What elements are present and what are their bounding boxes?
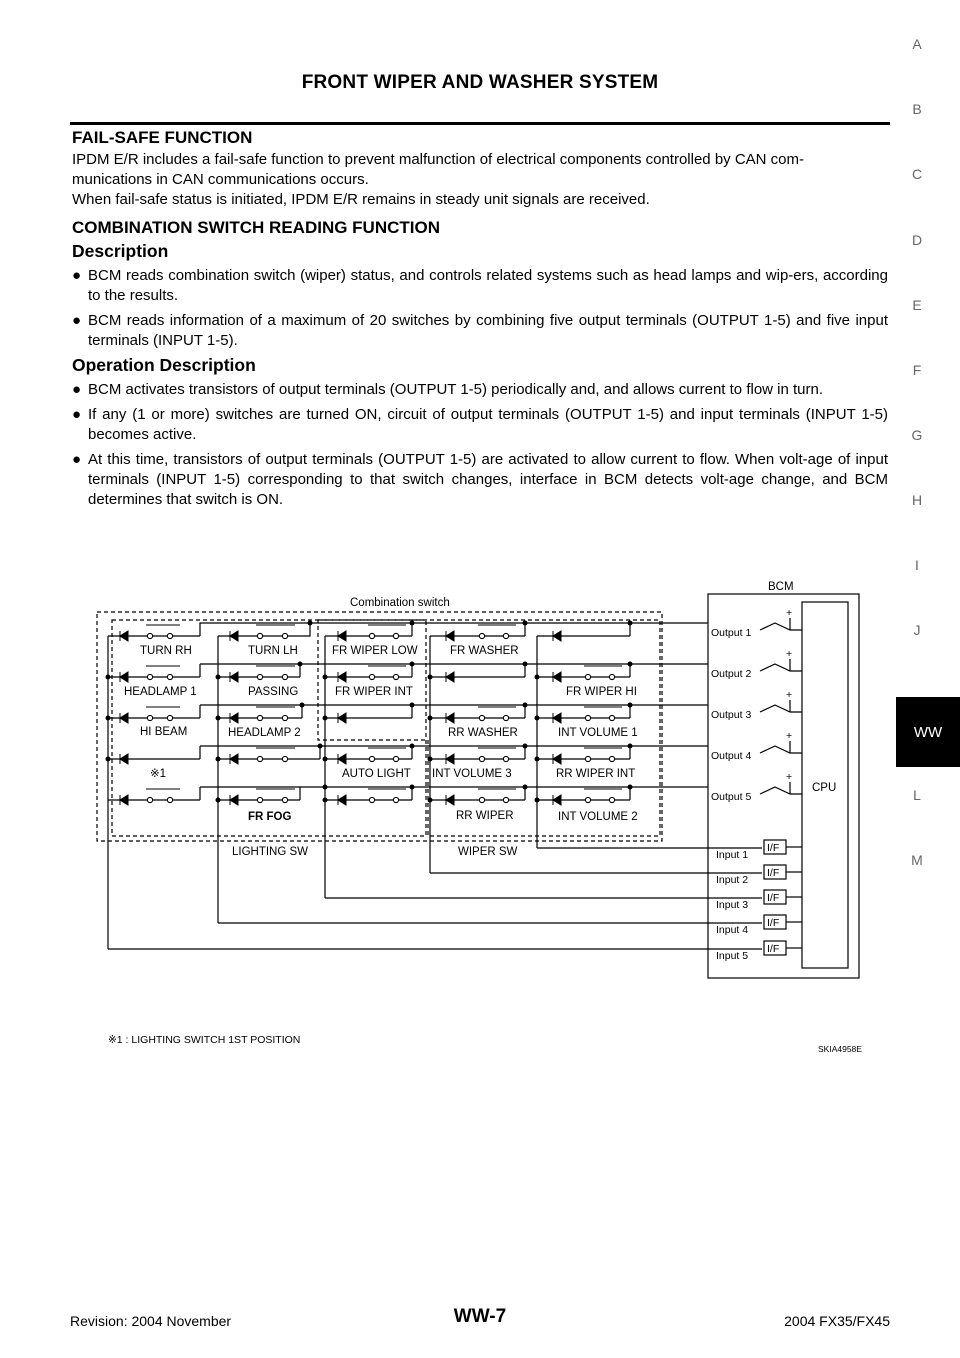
switch-contact	[479, 797, 484, 802]
switch-contact	[609, 756, 614, 761]
output-2-label: Output 2	[711, 668, 752, 680]
switch-contact	[257, 715, 262, 720]
sidebar-letter[interactable]: G	[911, 427, 923, 443]
diode-icon	[120, 672, 128, 682]
bullet-icon: ●	[72, 381, 82, 398]
switch-turn-rh: TURN RH	[140, 645, 192, 657]
diode-icon	[553, 754, 561, 764]
list-item: ● BCM activates transistors of output terminals (OUTPUT 1-5) periodically and, and allows current to flow in turn.	[72, 381, 824, 398]
diode-icon	[446, 672, 454, 682]
switch-headlamp-1: HEADLAMP 1	[124, 686, 197, 698]
switch-contact	[503, 633, 508, 638]
switch-contact	[585, 715, 590, 720]
switch-contact	[503, 756, 508, 761]
switch-contact	[609, 797, 614, 802]
bullet-icon: ●	[72, 451, 82, 468]
diode-icon	[230, 713, 238, 723]
switch-rr-wiper-int: RR WIPER INT	[556, 768, 636, 780]
plus-4: +	[786, 730, 793, 742]
list-item: ● BCM reads information of a maximum of 20 switches by combining five output terminals (OUTPUT 1-5) and five input terminals (INPUT 1-5).	[72, 312, 888, 349]
combo-heading: COMBINATION SWITCH READING FUNCTION	[72, 218, 440, 237]
diode-icon	[120, 713, 128, 723]
plus-1: +	[786, 607, 793, 619]
figure-code: SKIA4958E	[818, 1044, 862, 1054]
switch-contact	[393, 797, 398, 802]
diode-icon	[230, 631, 238, 641]
switch-fr-fog: FR FOG	[248, 811, 292, 823]
switch-contact	[147, 674, 152, 679]
if-label: I/F	[767, 917, 780, 929]
sidebar-letter[interactable]: M	[911, 852, 923, 868]
switch-headlamp-2: HEADLAMP 2	[228, 727, 301, 739]
switch-contact	[147, 797, 152, 802]
switch-contact	[609, 674, 614, 679]
tab-ww-active[interactable]: WW	[896, 697, 960, 767]
bullet-icon: ●	[72, 267, 82, 284]
bcm-box	[708, 594, 859, 978]
sidebar-letter[interactable]: F	[912, 362, 922, 378]
switch-contact	[257, 797, 262, 802]
switch-contact	[257, 633, 262, 638]
switch-auto-light: AUTO LIGHT	[342, 768, 411, 780]
switch-contact	[503, 797, 508, 802]
sidebar-letter[interactable]: A	[912, 36, 922, 52]
list-item: ● At this time, transistors of output terminals (OUTPUT 1-5) are activated to allow current to flow. When volt-age of input terminals (INPUT 1-5) corresponding to that switch changes, interface in BCM detects volt-age change, and BCM determines that switch is ON.	[72, 451, 888, 508]
diode-icon	[338, 795, 346, 805]
diode-icon	[446, 795, 454, 805]
input-3-label: Input 3	[716, 899, 749, 911]
switch-contact	[369, 797, 374, 802]
switch-contact	[147, 715, 152, 720]
switch-contact	[257, 756, 262, 761]
switch-contact	[393, 756, 398, 761]
switch-contact	[167, 674, 172, 679]
diode-icon	[230, 754, 238, 764]
plus-2: +	[786, 648, 793, 660]
diode-icon	[120, 754, 128, 764]
switch-contact	[585, 756, 590, 761]
output-1-label: Output 1	[711, 627, 752, 639]
sidebar-letter[interactable]: E	[912, 297, 922, 313]
if-label: I/F	[767, 943, 780, 955]
switch-contact	[479, 715, 484, 720]
switch-fr-wiper-int: FR WIPER INT	[335, 686, 413, 698]
switch-contact	[369, 756, 374, 761]
diode-icon	[338, 631, 346, 641]
note-1-label: ※1	[150, 768, 167, 780]
switch-contact	[257, 674, 262, 679]
bcm-label: BCM	[768, 581, 794, 593]
cpu-label: CPU	[812, 782, 837, 794]
sidebar-letter[interactable]: L	[913, 787, 921, 803]
failsafe-line-1: IPDM E/R includes a fail-safe function to prevent malfunction of electrical components controlled by CAN com-	[72, 151, 804, 168]
list-item: ● If any (1 or more) switches are turned ON, circuit of output terminals (OUTPUT 1-5) and input terminals (INPUT 1-5) becomes active.	[72, 406, 888, 443]
switch-fr-wiper-low: FR WIPER LOW	[332, 645, 418, 657]
footnote: ※1 : LIGHTING SWITCH 1ST POSITION	[108, 1034, 301, 1046]
section-sidebar	[900, 0, 960, 1358]
switch-int-volume-3: INT VOLUME 3	[432, 768, 512, 780]
if-label: I/F	[767, 867, 780, 879]
diode-icon	[338, 713, 346, 723]
switch-contact	[167, 633, 172, 638]
switch-int-volume-2: INT VOLUME 2	[558, 811, 638, 823]
switch-contact	[479, 756, 484, 761]
failsafe-line-2: munications in CAN communications occurs.	[72, 171, 369, 188]
footer-page-number: WW-7	[453, 1306, 507, 1327]
diode-icon	[446, 713, 454, 723]
plus-5: +	[786, 771, 793, 783]
diode-icon	[120, 795, 128, 805]
switch-contact	[369, 674, 374, 679]
description-heading: Description	[72, 241, 169, 261]
if-label: I/F	[767, 842, 780, 854]
diode-icon	[446, 754, 454, 764]
bullet-icon: ●	[72, 406, 82, 423]
lighting-sw-label: LIGHTING SW	[232, 846, 309, 858]
switch-contact	[282, 633, 287, 638]
sidebar-letter[interactable]: C	[911, 166, 923, 182]
diode-icon	[553, 672, 561, 682]
diode-icon	[446, 631, 454, 641]
diode-icon	[230, 672, 238, 682]
list-item: ● BCM reads combination switch (wiper) status, and controls related systems such as head lamps and wip-ers, according to the results.	[72, 267, 888, 304]
switch-fr-wiper-hi: FR WIPER HI	[566, 686, 637, 698]
footer-revision: Revision: 2004 November	[70, 1313, 232, 1329]
diode-icon	[553, 631, 561, 641]
failsafe-heading: FAIL-SAFE FUNCTION	[72, 128, 253, 147]
switch-contact	[609, 715, 614, 720]
switch-contact	[282, 756, 287, 761]
sidebar-letter[interactable]: J	[913, 622, 921, 638]
diode-icon	[338, 754, 346, 764]
switch-contact	[282, 715, 287, 720]
output-4-label: Output 4	[711, 750, 752, 762]
switch-contact	[479, 633, 484, 638]
input-2-label: Input 2	[716, 874, 749, 886]
sidebar-letter[interactable]: I	[915, 557, 919, 573]
switch-contact	[393, 674, 398, 679]
input-5-label: Input 5	[716, 950, 749, 962]
switch-contact	[585, 674, 590, 679]
switch-contact	[167, 715, 172, 720]
switch-fr-washer: FR WASHER	[450, 645, 519, 657]
switch-int-volume-1: INT VOLUME 1	[558, 727, 638, 739]
operation-heading: Operation Description	[72, 355, 256, 375]
combination-switch-label: Combination switch	[350, 597, 450, 609]
input-4-label: Input 4	[716, 924, 749, 936]
diode-icon	[553, 713, 561, 723]
switch-contact	[393, 633, 398, 638]
switch-contact	[503, 715, 508, 720]
switch-hi-beam: HI BEAM	[140, 726, 188, 738]
switch-contact	[167, 797, 172, 802]
sidebar-letter[interactable]: B	[912, 101, 922, 117]
switch-contact	[147, 633, 152, 638]
page-title: FRONT WIPER AND WASHER SYSTEM	[301, 72, 659, 93]
sidebar-letter[interactable]: H	[911, 492, 923, 508]
footer-model: 2004 FX35/FX45	[784, 1313, 890, 1329]
diode-icon	[120, 631, 128, 641]
input-1-label: Input 1	[716, 849, 749, 861]
switch-rr-wiper: RR WIPER	[456, 810, 514, 822]
switch-contact	[282, 797, 287, 802]
failsafe-line-3: When fail-safe status is initiated, IPDM E/R remains in steady unit signals are received.	[72, 191, 650, 208]
sidebar-letter[interactable]: D	[911, 232, 923, 248]
output-3-label: Output 3	[711, 709, 752, 721]
switch-contact	[282, 674, 287, 679]
plus-3: +	[786, 689, 793, 701]
switch-rr-washer: RR WASHER	[448, 727, 518, 739]
bullet-icon: ●	[72, 312, 82, 329]
switch-contact	[369, 633, 374, 638]
switch-contact	[585, 797, 590, 802]
switch-turn-lh: TURN LH	[248, 645, 298, 657]
diode-icon	[338, 672, 346, 682]
diode-icon	[230, 795, 238, 805]
if-label: I/F	[767, 892, 780, 904]
wiper-sw-label: WIPER SW	[458, 846, 518, 858]
output-5-label: Output 5	[711, 791, 752, 803]
diode-icon	[553, 795, 561, 805]
switch-passing: PASSING	[248, 686, 299, 698]
